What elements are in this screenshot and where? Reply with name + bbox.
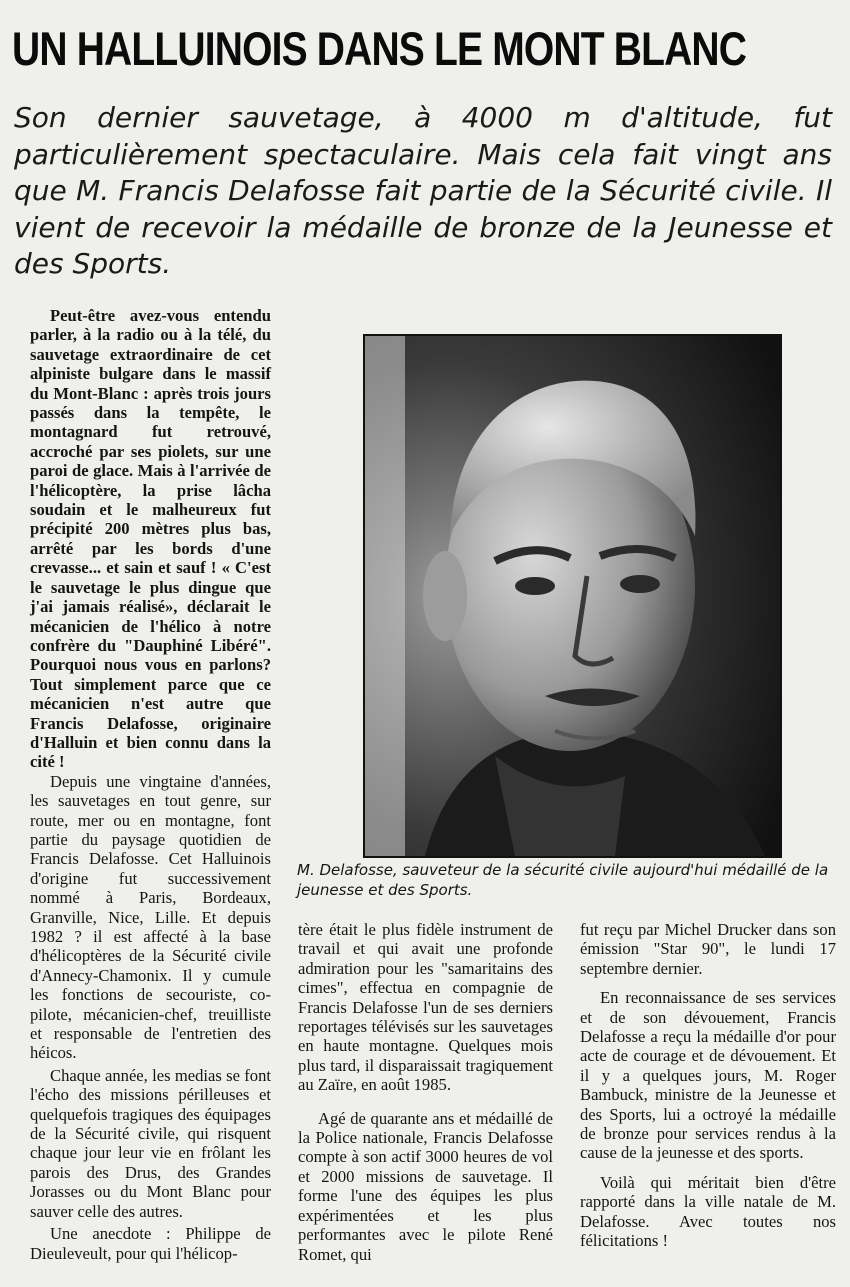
paragraph: Agé de quarante ans et médaillé de la Police nationale, Francis Delafosse compte à son actif 3000 heures de vol et 2000 missions de sauvetage. Il forme l'une des équipes les plus expérimentées et les plus performantes avec le pilote René Romet, qui <box>298 1108 553 1264</box>
paragraph: En reconnaissance de ses services et de son dévouement, Francis Delafosse a reçu la médaille d'or pour acte de courage et de dévouement. Et il y a quelques jours, M. Roger Bambuck, ministre de la Jeunesse et des Sports, lui a octroyé la médaille de bronze pour services rendus à la cause de la jeunesse et des sports. <box>580 988 836 1163</box>
lead-paragraph: Peut-être avez-vous entendu parler, à la radio ou à la télé, du sauvetage extraordinaire de cet alpiniste bulgare dans le massif du Mont-Blanc : après trois jours passés dans la tempête, le montagnard fut retrouvé, accroché par ses piolets, sur une paroi de glace. Mais à l'arrivée de l'hélicoptère, la prise lâcha soudain et le malheureux fut précipité 200 mètres plus bas, arrêté par les bords d'une crevasse... et sain et sauf ! « C'est le sauvetage le plus dingue que j'ai jamais réalisé», déclarait le mécanicien de l'hélico à notre confrère du "Dauphiné Libéré". Pourquoi nous vous en parlons? Tout simplement parce que ce mécanicien n'est autre que Francis Delafosse, originaire d'Halluin et bien connu dans la cité ! <box>30 306 271 772</box>
portrait-photo <box>363 334 782 858</box>
paragraph: Depuis une vingtaine d'années, les sauvetages en tout genre, sur route, mer ou en montagne, font partie du paysage quotidien de Francis Delafosse. Cet Halluinois d'origine fut successivement nommé à Paris, Bordeaux, Granville, Nice, Lille. Et depuis 1982 ? il est affecté à la base d'hélicoptères de la Sécurité civile d'Annecy-Chamonix. Il y cumule les fonctions de secouriste, co-pilote, mécanicien-chef, treuilliste et responsable de l'entretien des héicos. <box>30 771 271 1063</box>
article-column-2 <box>298 920 553 1267</box>
paragraph: fut reçu par Michel Drucker dans son émission "Star 90", le lundi 17 septembre dernier. <box>580 920 836 978</box>
portrait-image <box>365 336 780 856</box>
article-column-1 <box>30 306 271 1266</box>
headline: UN HALLUINOIS DANS LE MONT BLANC <box>12 22 747 75</box>
paragraph: tère était le plus fidèle instrument de travail et qui avait une profonde admiration pour les "samaritains des cimes", effectua en compagnie de Francis Delafosse l'un de ses derniers reportages télévisés sur les sauvetages en haute montagne. Quelques mois plus tard, il disparaissait tragiquement au Zaïre, en août 1985. <box>298 920 553 1095</box>
article-column-3 <box>580 920 836 1254</box>
intro-paragraph: Son dernier sauvetage, à 4000 m d'altitude, fut particulièrement spectaculaire. Mais cela fait vingt ans que M. Francis Delafosse fait partie de la Sécurité civile. Il vient de recevoir la médaille de bronze de la Jeunesse et des Sports. <box>14 101 832 280</box>
paragraph: Chaque année, les medias se font l'écho des missions périlleuses et quelquefois tragiques des équipages de la Sécurité civile, qui risquent chaque jour leur vie en frôlant les parois des Drus, des Grandes Jorasses ou du Mont Blanc pour sauver celle des autres. <box>30 1065 271 1221</box>
paragraph: Voilà qui méritait bien d'être rapporté dans la ville natale de M. Delafosse. Avec toutes nos félicitations ! <box>580 1172 836 1251</box>
photo-caption: M. Delafosse, sauveteur de la sécurité civile aujourd'hui médaillé de la jeunesse et des Sports. <box>297 861 829 899</box>
paragraph: Une anecdote : Philippe de Dieuleveult, pour qui l'hélicop- <box>30 1224 271 1263</box>
